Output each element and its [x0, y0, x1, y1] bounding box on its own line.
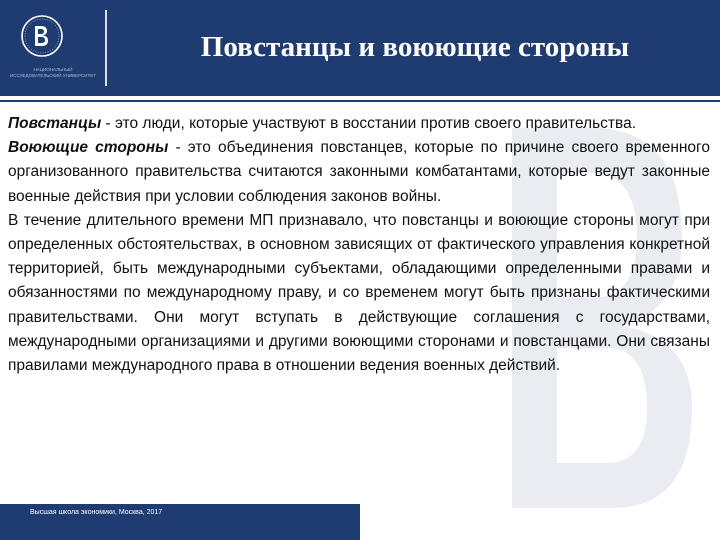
slide-header — [0, 0, 720, 96]
definition-text: - это люди, которые участвуют в восстании против своего правительства. — [101, 115, 637, 132]
footer-bar — [0, 504, 360, 540]
definition-belligerents — [8, 136, 710, 209]
hse-emblem-icon — [20, 14, 64, 58]
header-divider — [105, 10, 107, 86]
definition-text: - это объединения повстанцев, которые по причине своего временного организованного правительства считаются законными комбатантами, которые ведут законные военные действия при условии соблюдения законов войны. — [8, 139, 710, 205]
term-belligerents: Воюющие стороны — [8, 139, 169, 157]
slide-title: Повстанцы и воюющие стороны — [200, 31, 630, 63]
hse-logo — [0, 0, 106, 96]
footer-text: Высшая школа экономики, Москва, 2017 — [30, 509, 163, 516]
term-insurgents: Повстанцы — [8, 115, 102, 132]
slide-body — [8, 112, 710, 378]
header-rule — [0, 100, 720, 102]
slide-footer — [0, 504, 720, 540]
logo-caption: НАЦИОНАЛЬНЫЙ ИССЛЕДОВАТЕЛЬСКИЙ УНИВЕРСИТЕТ — [9, 67, 97, 78]
explanation-paragraph: В течение длительного времени МП признавало, что повстанцы и воюющие стороны могут при определенных обстоятельствах, в основном зависящих от фактического управления конкретной территорией, быть международными субъектами, обладающими определенными правами и обязанностями по международному праву, и со временем могут быть признаны фактическими правительствами. Они могут вступать в действующие соглашения с государствами, международными организациями и другими воюющими сторонами и повстанцами. Они связаны правилами международного права в отношении ведения военных действий. — [8, 211, 710, 375]
definition-insurgents — [8, 112, 710, 136]
